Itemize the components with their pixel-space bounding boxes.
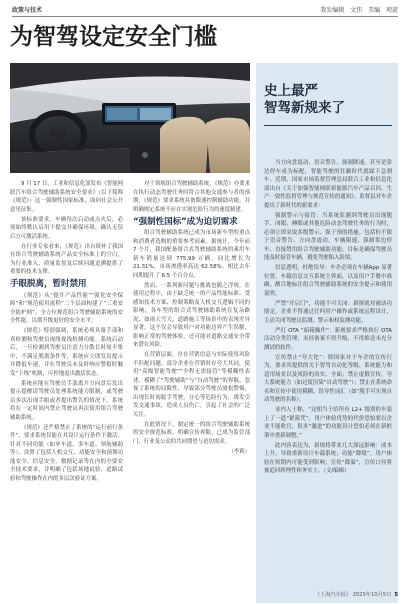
- article-column-2: [133, 180, 250, 560]
- section-label: 政策与技术: [12, 7, 43, 14]
- header-rule: [12, 16, 398, 17]
- subheading: “强制性国标”成为迫切需求: [133, 216, 238, 227]
- paragraph: 在行业专家看来，《规范》出台填补了我国在组合驾驶辅助系统产品安全标准上的空白，为行业准入、质量监督及后续问题追溯提供了重要的技术支撑。: [10, 243, 123, 275]
- paragraph: 《规范》从“提升产品性能”“强化安全保障”和“规范使用流程”三个层面构建了“三重安全防护网”。全方位规范组合驾驶辅助系统的安全性能，以期升级更好的安全水平。: [10, 292, 123, 324]
- sidebar-box: [256, 63, 398, 603]
- paragraph: 对于领航组合驾驶辅助系统，《规范》亦要求在执行动态驾驶任务时符合其他交通参与者的预期。《规范》要求系统具备限速控制辅助功能，并明确规定系统不应在实现危险行为的速度制建。: [133, 181, 250, 213]
- article-column-1: [10, 180, 123, 560]
- byline: （李莉）: [228, 448, 250, 455]
- paragraph: 信息透明，杜绝误导：车企必须在车辆App 显著位置、车载信息交互系统主界面，以及用户手册中准确、醒目地标注组合驾驶辅助系统的安全提示和使用说明。: [264, 265, 392, 297]
- paragraph: 9 月 17 日，工业和信息化部发布《智能网联汽车组合驾驶辅助系统安全要求》（以下简称《规范》）这一强制性国家标准，面向社会公开意见征集。: [10, 181, 123, 213]
- headline: 为智驾设定安全门槛: [10, 23, 217, 50]
- sidebar-rule: [264, 125, 392, 126]
- paragraph: 系统应能在驾驶员手部离开方向盘后发出提示提醒请驾驶员处理系统能力限制，或驾驶员多次出现手眼或者提出警告的情况下，系统将在一定时间内禁止驾驶员再次使用组合驾驶辅助系统。: [10, 380, 123, 421]
- paragraph: 在此情况下，制定统一的组合驾驶辅助系统的安全规范标准，明确宣传界限，已成为监管部门、行业及公众的共同期望与迫切需求。: [133, 421, 250, 445]
- paragraph: 业内人士称，“这相当于给所有 L2+ 级别的车装上了一道“紧箍咒”，用户体验优势的代价恐怕要以企业不能收官，很多“激进”的功能设计恐怕必须在新框架中重新调整。”: [264, 407, 392, 439]
- page-footer: [256, 591, 398, 598]
- page-header: [12, 3, 398, 17]
- paragraph: 当方向盘震动、语音警告、强制降速，甚至是靠边停车成为标配，智能驾驶的狂飙时代就踩下急刹车。近期，国家市场监督管理总局联合工业和信息化部出台《关于加强智能网联新能源汽车产品召回、生产一致性监督管理与规范宣传的通知》。监督层对车企提出了新时代的新要求：: [264, 160, 392, 209]
- paragraph: 《规范》特别强调，系统必须具备手部和真检测和驾驶员视线视线检测功能。系统启动后，一旦检测到驾驶员注意力分散长时间不集中，不满足脱离条件等，系统应立即发出提示并降低车速，并在驾驶员未及时响应警报时触发“下线”机制，可控地退出激活状态。: [10, 328, 123, 377]
- editor-credits: 我发编辑 文伟 美编 项旋: [320, 7, 398, 14]
- paragraph: 严打 OTA “暗箱操作”：新规要求严格执行 OTA 活动分类管理，未经备案不得升级，不得推送未充分测试的软件。: [264, 327, 392, 351]
- paragraph: 宣传禁止“夸大化”：除国家对于车企的宣传行为，要求其提供的关于智驾自动化等级、系统能力和适用场景以及风险的真实、全面；禁止虚假宣传，夸大系统能力（如过度渲染“自动驾驶”）；禁止在系统命名和宣传中使用模糊、误导性词汇（如“脱手可实现自动驾驶的名称）。: [264, 354, 392, 403]
- car-interior-photo: [10, 63, 250, 173]
- footer-magazine: 《上海汽车报》 2025年10月5日: [314, 592, 392, 598]
- paragraph: 强制警示与接管：当系统监测到驾驶员出现脱手、闭眼、睡眼或其他危险动态驾驶任务的行为时，必须立即采取多级警示、强干预的措施。包括但不限于语音警告、方向盘震动、车辆限速、强制靠边停车、直接禁用组合驾驶辅助功能，目标是确保驾驶员能及时接管车辆，避免驾驶陷入险境。: [264, 212, 392, 261]
- page-number: 5: [394, 592, 398, 598]
- subheading: 手眼脱离，暂时禁用: [10, 279, 87, 289]
- car-interior-illustration: [10, 63, 250, 173]
- sidebar-title: [264, 83, 392, 117]
- paragraph: 组合驾驶辅助系统已成为市场新车型的重点和消费者选购的重要参考因素。据统计，今年前 7 个月，我国配备组合式驾驶辅助系统的乘用车新车销量达到 775.99 万辆，同比增长为 21.31%，市场渗透率高达 62.58%。相比去年同期提升了 6.5 个百分点。: [133, 230, 250, 279]
- sidebar-body: [264, 159, 392, 564]
- sidebar-title-line: 史上最严: [264, 83, 318, 99]
- paragraph: 此内容表达为，新规将带来几大深远影响：成本上升，导致重新设计车载系统；功能“降级”，用户体验在短期内可能受到影响；宣传“降温”，宣传口径将被追回到理性和务实上。（文/编辑）: [264, 442, 392, 474]
- paragraph: 严禁“开启门”，功能不可关闭：新规就对被动功能定，企业不得通过任何用户操作或系统远程设计，主动关闭驾驶员监测、警示和权监测功能。: [264, 300, 392, 324]
- paragraph: 该标准要求，车辆每次启动或点火后，必须始终默认启用于提交并确保环境，确认无误后方可激活系统。: [10, 216, 123, 240]
- sidebar-title-line: 智驾新规来了: [264, 100, 345, 116]
- paragraph: 《规范》还严格禁止了系统的“运行前行条件”，要求系统仅能在其设计运行条件下激活。针对不同功能（如单车道、多车道、领航辅助等），设置了包括人机交互、功能安全和预期功能安全、信息安全、数据记录等在内的全要安全技术要求，并明确了包括场地试验、道路试验和驾驶操作在内的多层次验证方案。: [10, 424, 123, 482]
- paragraph: 然而，一系列新问题与挑战也随之浮现。在使用过程中，由于缺乏统一的产品性能标准、受感知技术方案、控制策略及人机交互逻辑不同的影响，各车型的组合式驾驶辅助系统在复杂路况、如雨天雪天、道路施工等场景中的表现差异显著。这不仅会导致用户对功能边界产生误解，影响正常的驾驶体验，还可能对道路交通安全带来潜在风险。: [133, 282, 250, 348]
- paragraph: 在营销层面，存在营销信息与实际使用风险不匹配问题。部分企业在营销时存夸大其词，使用“高级智能驾驶”“全程无需接管”等模糊性表述，模糊了“驾驶辅助”与“自动驾驶”的界限，忽视了系统的局限性，导致部分驾驶员放松警惕，出现长时间脱手驾驶，分心等危险行为，诱发引发交通事故，造成人员伤亡，引起了社会的广泛关注。: [133, 352, 250, 418]
